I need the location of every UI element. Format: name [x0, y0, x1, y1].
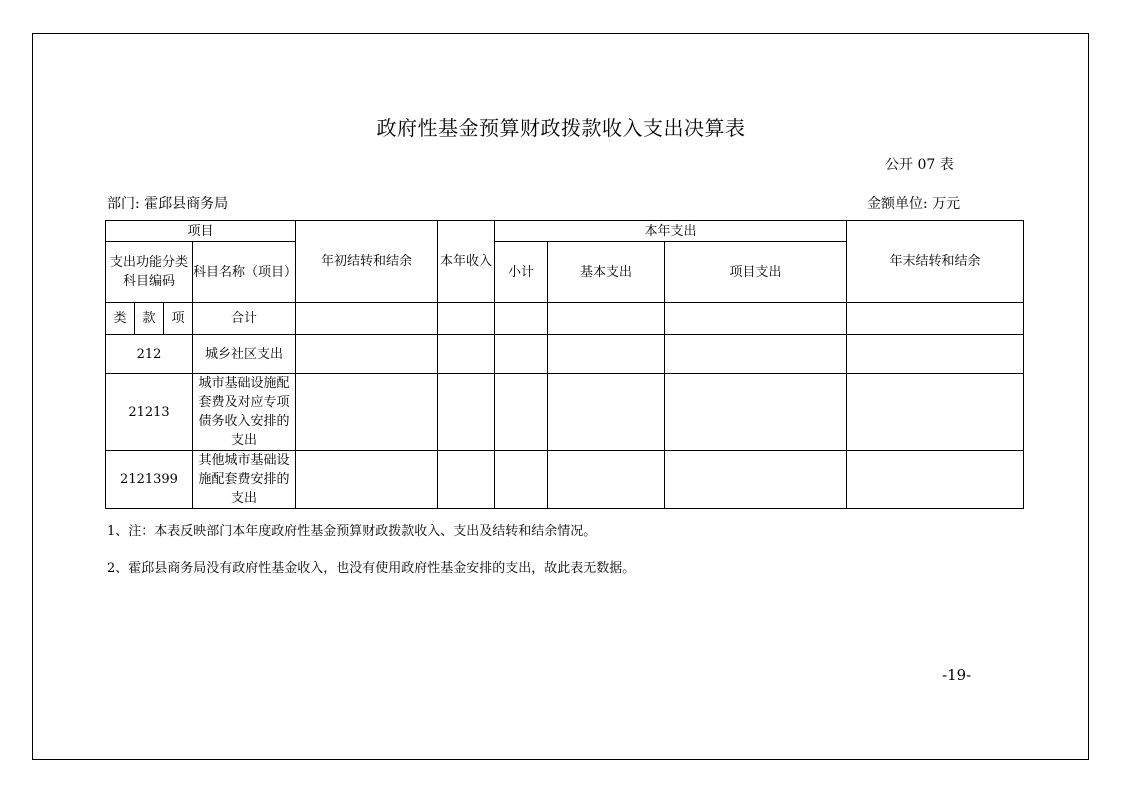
page-title: 政府性基金预算财政拨款收入支出决算表 [376, 116, 746, 140]
header-lei: 类 [106, 303, 135, 335]
row-subject-name: 城市基础设施配套费及对应专项债务收入安排的支出 [193, 374, 296, 451]
department-label: 部门: 霍邱县商务局 [107, 196, 229, 212]
header-xiang: 项 [164, 303, 193, 335]
header-opening-balance: 年初结转和结余 [296, 221, 438, 303]
header-row-3 [106, 303, 1024, 335]
page-number: -19- [942, 666, 972, 684]
row-code: 212 [106, 335, 193, 374]
header-basic-expense: 基本支出 [548, 242, 665, 303]
budget-table [105, 220, 1024, 509]
header-total: 合计 [193, 303, 296, 335]
header-current-expense: 本年支出 [495, 221, 847, 242]
table-row [106, 335, 1024, 374]
row-subject-name: 城乡社区支出 [193, 335, 296, 374]
form-number: 公开 07 表 [885, 157, 954, 173]
table-row [106, 451, 1024, 509]
amount-unit-label: 金额单位: 万元 [867, 196, 961, 212]
header-project-expense: 项目支出 [665, 242, 847, 303]
header-current-income: 本年收入 [438, 221, 495, 303]
header-project: 项目 [106, 221, 296, 242]
header-subject-name: 科目名称（项目） [193, 242, 296, 303]
note-1: 1、注：本表反映部门本年度政府性基金预算财政拨款收入、支出及结转和结余情况。 [107, 524, 597, 539]
note-2: 2、霍邱县商务局没有政府性基金收入，也没有使用政府性基金安排的支出，故此表无数据。 [107, 561, 636, 576]
header-closing-balance: 年末结转和结余 [847, 221, 1024, 303]
header-subtotal: 小计 [495, 242, 548, 303]
row-subject-name: 其他城市基础设施配套费安排的支出 [193, 451, 296, 509]
row-code: 21213 [106, 374, 193, 451]
row-code: 2121399 [106, 451, 193, 509]
header-kuan: 款 [135, 303, 164, 335]
table-row [106, 374, 1024, 451]
header-row-1 [106, 221, 1024, 242]
header-func-code: 支出功能分类科目编码 [106, 242, 193, 303]
